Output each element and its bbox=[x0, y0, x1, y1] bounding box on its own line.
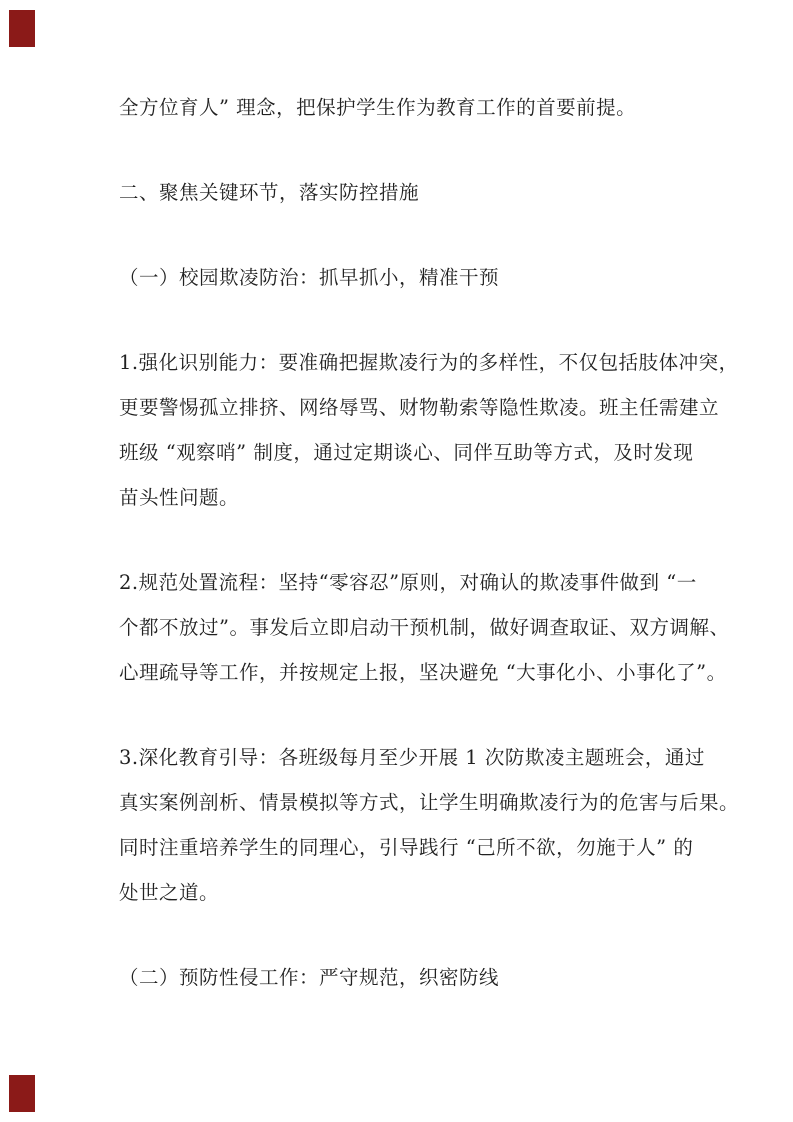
text-line: 同时注重培养学生的同理心，引导践行 “己所不欲，勿施于人” 的 bbox=[119, 836, 694, 859]
subheading-section-2-2 bbox=[119, 955, 697, 1000]
text-line: 2.规范处置流程：坚持“零容忍”原则，对确认的欺凌事件做到 “一 bbox=[119, 571, 697, 594]
paragraph-item-1 bbox=[119, 340, 739, 520]
subheading-section-2-1 bbox=[119, 255, 697, 300]
text-line: 更要警惕孤立排挤、网络辱骂、财物勒索等隐性欺凌。班主任需建立 bbox=[119, 396, 720, 419]
text-line: 全方位育人” 理念，把保护学生作为教育工作的首要前提。 bbox=[119, 96, 637, 119]
document-body bbox=[119, 85, 740, 1000]
text-line: 苗头性问题。 bbox=[119, 486, 240, 509]
text-line: 个都不放过”。事发后立即启动干预机制，做好调查取证、双方调解、 bbox=[119, 616, 730, 639]
paragraph-item-2 bbox=[119, 560, 730, 695]
paragraph-item-3 bbox=[119, 735, 740, 915]
text-line: 处世之道。 bbox=[119, 881, 220, 904]
corner-artifact-top-left bbox=[9, 10, 35, 47]
text-line: 真实案例剖析、情景模拟等方式，让学生明确欺凌行为的危害与后果。 bbox=[119, 791, 740, 814]
text-line: （二）预防性侵工作：严守规范，织密防线 bbox=[119, 966, 500, 989]
paragraph-continuation bbox=[119, 85, 697, 130]
text-line: 二、聚焦关键环节，落实防控措施 bbox=[119, 181, 420, 204]
text-line: 班级 “观察哨” 制度，通过定期谈心、同伴互助等方式，及时发现 bbox=[119, 441, 694, 464]
text-line: 3.深化教育引导：各班级每月至少开展 1 次防欺凌主题班会，通过 bbox=[119, 746, 705, 769]
text-line: 心理疏导等工作，并按规定上报，坚决避免 “大事化小、小事化了”。 bbox=[119, 661, 727, 684]
heading-section-2 bbox=[119, 170, 697, 215]
corner-artifact-bottom-left bbox=[9, 1075, 35, 1112]
text-line: （一）校园欺凌防治：抓早抓小，精准干预 bbox=[119, 266, 500, 289]
text-line: 1.强化识别能力：要准确把握欺凌行为的多样性，不仅包括肢体冲突， bbox=[119, 351, 739, 374]
